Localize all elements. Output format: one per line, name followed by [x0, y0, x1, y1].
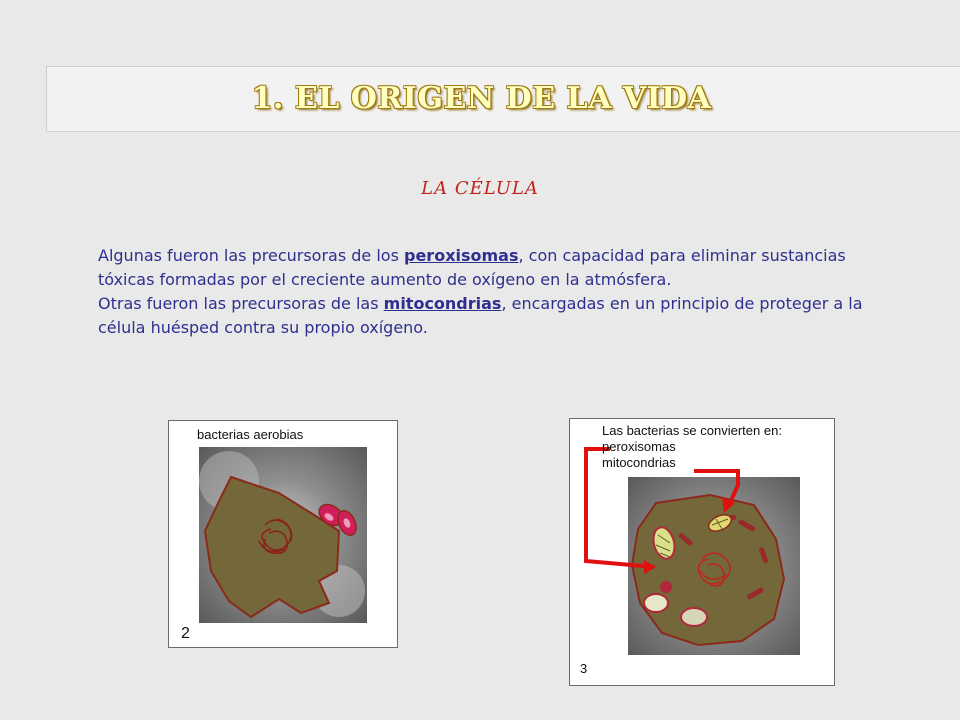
figure-aerobic-bacteria: [168, 420, 398, 648]
label-mitocondrias: mitocondrias: [602, 455, 676, 470]
paragraph1-after: , con capacidad para eliminar sustancias tóxicas formadas por el creciente aumento de oxígeno en la atmósfera.: [98, 246, 846, 289]
paragraph-peroxisomas: [98, 244, 898, 292]
mitochondrion: [681, 608, 707, 626]
paragraph2-after: , encargadas en un principio de proteger a la célula huésped contra su propio oxígeno.: [98, 294, 863, 337]
label-aerobic-bacteria: bacterias aerobias: [197, 427, 304, 442]
label-bacteria-become: Las bacterias se convierten en:: [602, 423, 782, 438]
label-peroxisomas: peroxisomas: [602, 439, 676, 454]
cell-illustration-left: [169, 421, 397, 647]
vesicle: [660, 581, 672, 593]
paragraph1-before: Algunas fueron las precursoras de los: [98, 246, 404, 265]
title-banner: [46, 66, 960, 132]
figure-bacteria-organelles: [569, 418, 835, 686]
peroxisomas-link[interactable]: peroxisomas: [404, 246, 519, 265]
cell-body: [632, 495, 784, 645]
figure-number-left: 2: [181, 625, 190, 642]
paragraph2-before: Otras fueron las precursoras de las: [98, 294, 384, 313]
mitochondrion: [644, 594, 668, 612]
paragraph-mitocondrias: [98, 292, 898, 340]
body-text: [98, 244, 898, 340]
mitocondrias-link[interactable]: mitocondrias: [383, 294, 502, 313]
figure-number-right: 3: [580, 661, 588, 676]
slide-subtitle: LA CÉLULA: [421, 178, 539, 199]
slide-title: 1. EL ORIGEN DE LA VIDA: [251, 81, 712, 116]
